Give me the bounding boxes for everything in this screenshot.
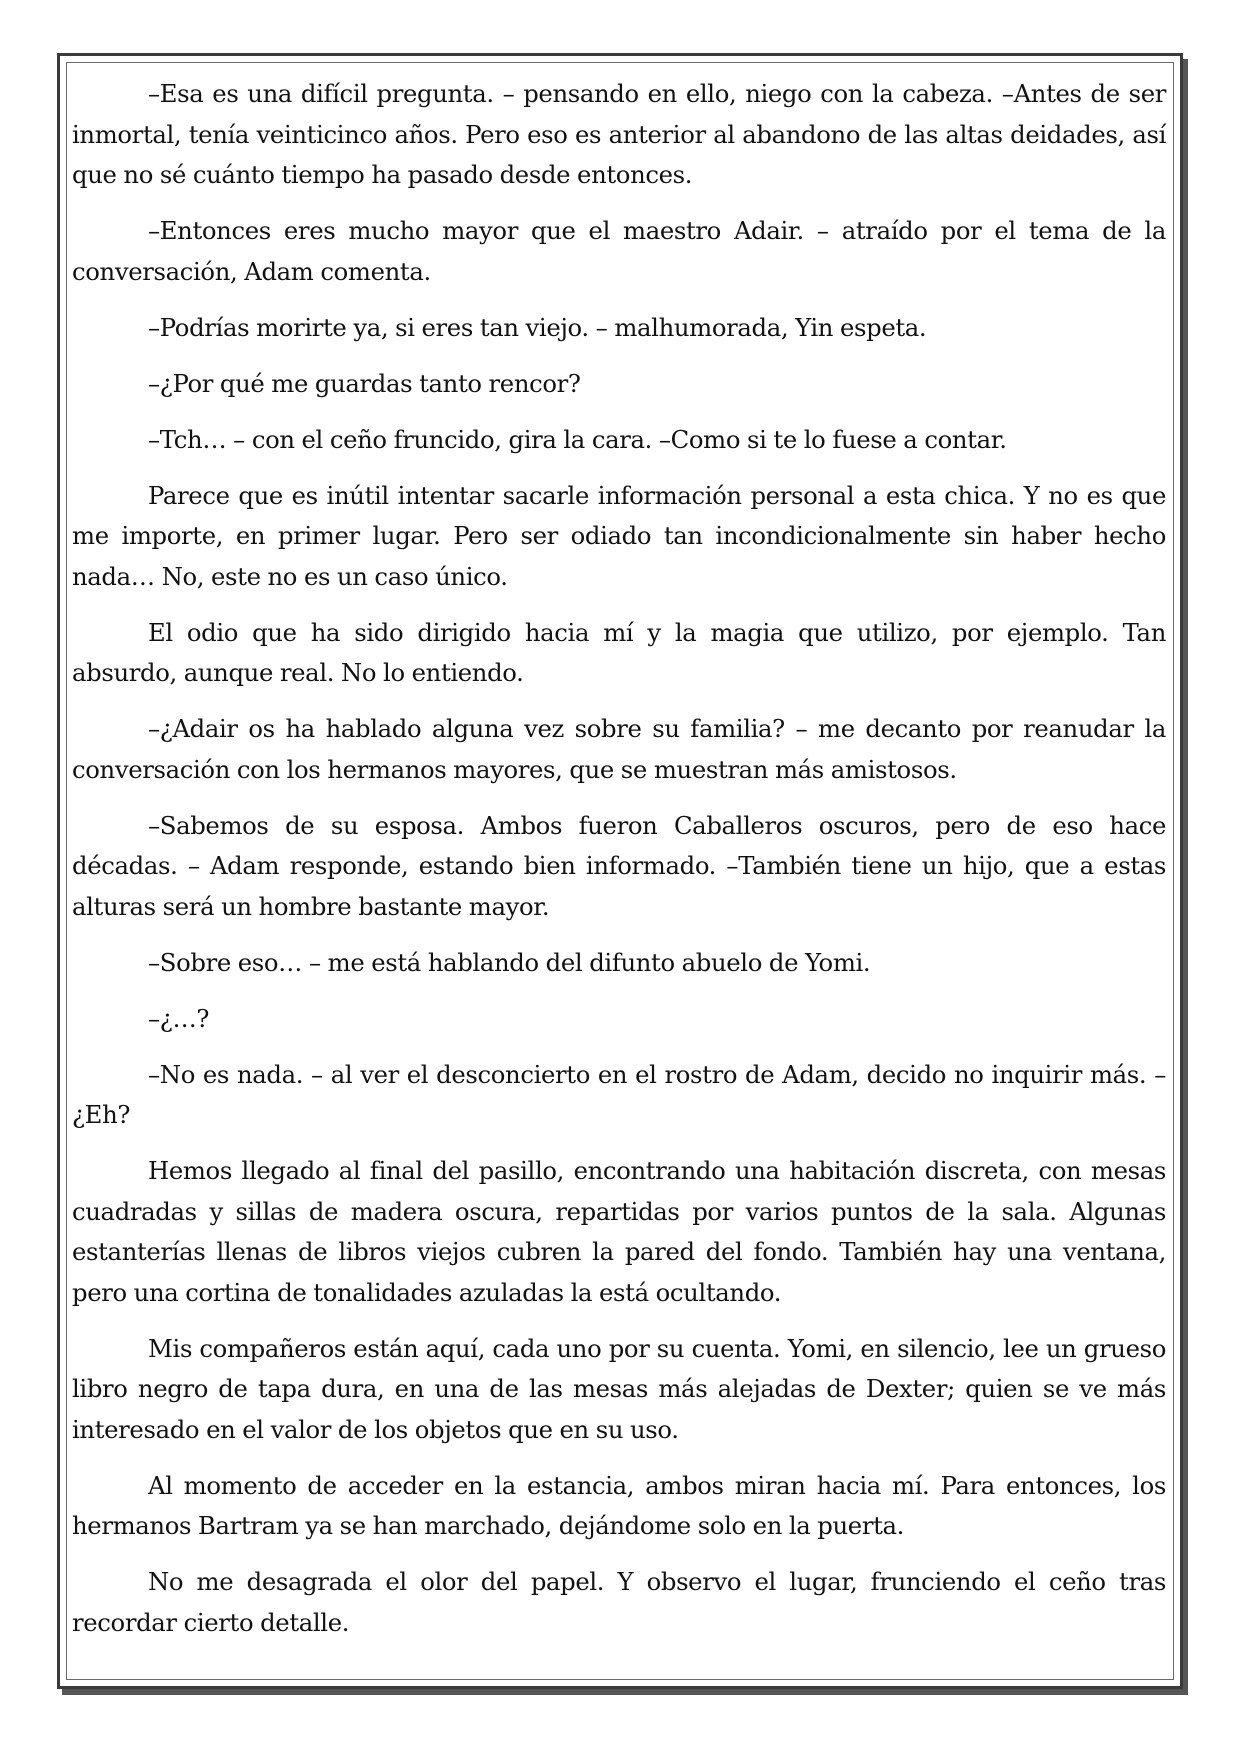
paragraph-3: –Podrías morirte ya, si eres tan viejo. – malhumorada, Yin espeta.	[148, 312, 927, 342]
paragraph-13: Hemos llegado al final del pasillo, encontrando una habitación discreta, con mesas cuadradas y sillas de madera oscura, repartidas por varios puntos de la sala. Algunas estanterías llenas de libros viejos cubren la pared del fondo. También hay una ventana, pero una cortina de tonalidades azuladas la está ocultando.	[72, 1156, 1166, 1307]
paragraph-1: –Esa es una difícil pregunta. – pensando en ello, niego con la cabeza. –Antes de ser inmortal, tenía veinticinco años. Pero eso es anterior al abandono de las altas deidades, así que no sé cuánto tiempo ha pasado desde entonces.	[72, 79, 1166, 189]
paragraph-4: –¿Por qué me guardas tanto rencor?	[148, 368, 581, 398]
paragraph-9: –Sabemos de su esposa. Ambos fueron Caballeros oscuros, pero de eso hace décadas. – Adam responde, estando bien informado. –También tiene un hijo, que a estas alturas será un hombre bastante mayor.	[72, 810, 1166, 921]
paragraph-11: –¿…?	[148, 1003, 210, 1033]
paragraph-12: –No es nada. – al ver el desconcierto en el rostro de Adam, decido no inquirir más. –¿Eh?	[72, 1059, 1166, 1129]
paragraph-16: No me desagrada el olor del papel. Y observo el lugar, frunciendo el ceño tras recordar cierto detalle.	[72, 1567, 1166, 1637]
paragraph-2: –Entonces eres mucho mayor que el maestro Adair. – atraído por el tema de la conversación, Adam comenta.	[72, 216, 1166, 286]
text-body	[72, 74, 1166, 1659]
paragraph-15: Al momento de acceder en la estancia, ambos miran hacia mí. Para entonces, los hermanos Bartram ya se han marchado, dejándome solo en la puerta.	[72, 1470, 1166, 1540]
paragraph-8: –¿Adair os ha hablado alguna vez sobre su familia? – me decanto por reanudar la conversación con los hermanos mayores, que se muestran más amistosos.	[72, 714, 1166, 784]
paragraph-7: El odio que ha sido dirigido hacia mí y la magia que utilizo, por ejemplo. Tan absurdo, aunque real. No lo entiendo.	[72, 617, 1166, 687]
paragraph-5: –Tch… – con el ceño fruncido, gira la cara. –Como si te lo fuese a contar.	[148, 424, 1007, 454]
paragraph-14: Mis compañeros están aquí, cada uno por su cuenta. Yomi, en silencio, lee un grueso libro negro de tapa dura, en una de las mesas más alejadas de Dexter; quien se ve más interesado en el valor de los objetos que en su uso.	[72, 1333, 1166, 1444]
paragraph-6: Parece que es inútil intentar sacarle información personal a esta chica. Y no es que me importe, en primer lugar. Pero ser odiado tan incondicionalmente sin haber hecho nada… No, este no es un caso único.	[72, 480, 1166, 591]
paragraph-10: –Sobre eso… – me está hablando del difunto abuelo de Yomi.	[148, 947, 871, 977]
